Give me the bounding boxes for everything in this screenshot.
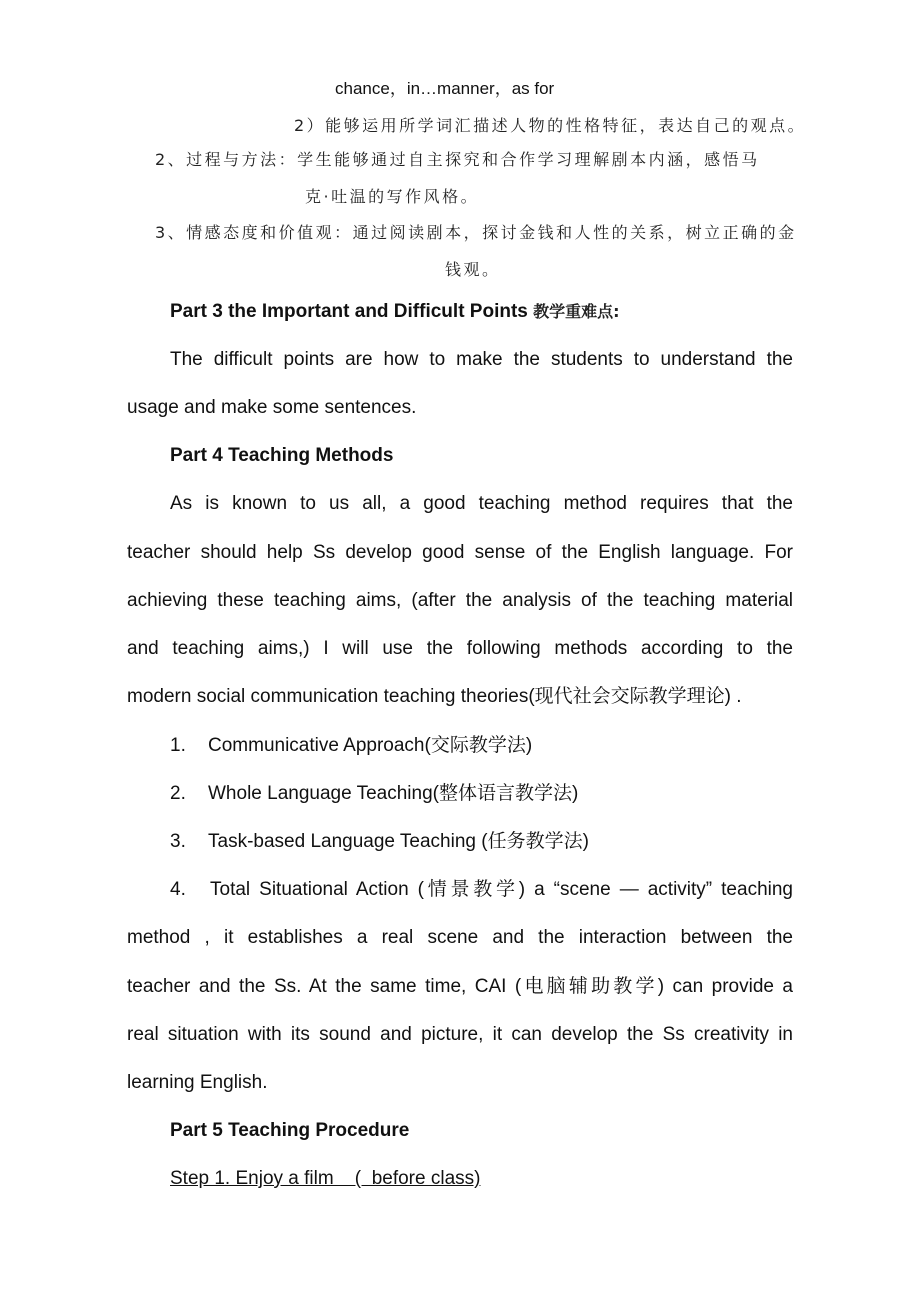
process-method-objective-cont: 克·吐温的写作风格。 <box>305 187 480 206</box>
method-number: 2. <box>170 783 186 804</box>
emotion-value-objective: 3、情感态度和价值观：通过阅读剧本，探讨金钱和人性的关系，树立正确的金 <box>155 223 797 242</box>
method4-description-line: learning English. <box>127 1072 268 1093</box>
method-list-item <box>170 830 589 854</box>
method-list-item <box>170 878 793 902</box>
method-number: 3. <box>170 831 186 852</box>
part3-heading-cn: 教学重难点: <box>533 302 620 321</box>
part4-paragraph-line: achieving these teaching aims, (after the analysis of the teaching material <box>127 590 793 611</box>
method4-description-line: teacher and the Ss. At the same time, CAI (电脑辅助教学) can provide a <box>127 976 793 997</box>
step1-heading: Step 1. Enjoy a film ( before class) <box>170 1168 481 1189</box>
part4-paragraph-line: and teaching aims,) I will use the following methods according to the <box>127 638 793 659</box>
method-text: Communicative Approach(交际教学法) <box>208 735 533 756</box>
process-method-objective: 2、过程与方法：学生能够通过自主探究和合作学习理解剧本内涵，感悟马 <box>155 150 760 169</box>
part3-paragraph-line-1: The difficult points are how to make the students to understand the <box>170 349 793 370</box>
part4-heading: Part 4 Teaching Methods <box>170 445 394 466</box>
part3-heading-en: Part 3 the Important and Difficult Points <box>170 301 528 322</box>
part3-paragraph-line-2: usage and make some sentences. <box>127 397 417 418</box>
method-list-item <box>170 782 578 806</box>
objective-2: 2）能够运用所学词汇描述人物的性格特征，表达自己的观点。 <box>294 116 807 135</box>
part4-paragraph-line: teacher should help Ss develop good sense of the English language. For <box>127 542 793 563</box>
emotion-value-objective-cont: 钱观。 <box>445 260 501 279</box>
method-number: 4. <box>170 879 186 900</box>
part4-paragraph-line: As is known to us all, a good teaching method requires that the <box>170 493 793 514</box>
method-text: Whole Language Teaching(整体语言教学法) <box>208 783 579 804</box>
part4-paragraph-line: modern social communication teaching theories(现代社会交际教学理论) . <box>127 686 742 707</box>
method-list-item <box>170 734 532 758</box>
objective-vocab-line: chance，in…manner，as for <box>335 79 555 98</box>
part3-heading <box>170 300 620 324</box>
method-number: 1. <box>170 735 186 756</box>
method-text: Task-based Language Teaching (任务教学法) <box>208 831 589 852</box>
method4-description-line: real situation with its sound and picture, it can develop the Ss creativity in <box>127 1024 793 1045</box>
method-text: Total Situational Action (情景教学) a “scene — activity” teaching <box>210 879 793 900</box>
part5-heading: Part 5 Teaching Procedure <box>170 1120 410 1141</box>
method4-description-line: method , it establishes a real scene and the interaction between the <box>127 927 793 948</box>
